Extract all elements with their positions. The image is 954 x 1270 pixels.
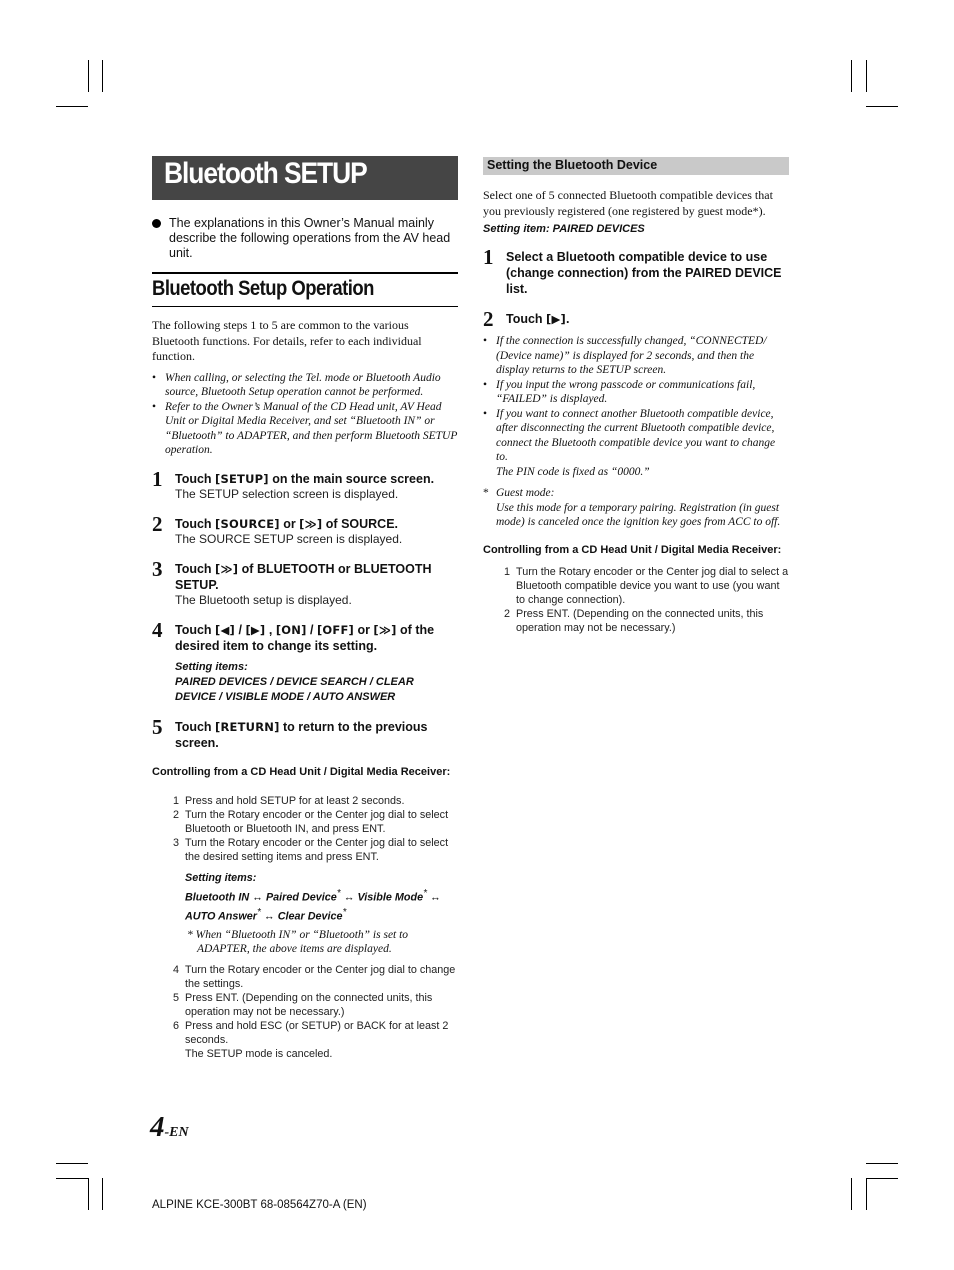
note-bullet: • (152, 400, 157, 413)
setting-items-label: Setting items: (175, 660, 248, 673)
right-step-2 (483, 307, 789, 331)
guest-text: Use this mode for a temporary pairing. Registration (in guest mode) is canceled once the ignition key goes from ACC to off. (496, 501, 781, 528)
note-text: If the connection is successfully changed, “CONNECTED/ (Device name)” is displayed for 2 seconds, and then the display returns to the SETUP screen. (496, 335, 767, 376)
sub-setting-line: AUTO Answer* ↔ Clear Device* (185, 907, 347, 923)
ctrl-list-item: 6 Press and hold ESC (or SETUP) or BACK for at least 2 seconds. (173, 1019, 449, 1046)
section-title: Bluetooth Setup Operation (152, 277, 374, 300)
sub-setting-note: * When “Bluetooth IN” or “Bluetooth” is set to ADAPTER, the above items are displayed. (187, 928, 409, 956)
ctrl-heading: Controlling from a CD Head Unit / Digital Media Receiver: (483, 543, 782, 556)
crop-mark (56, 106, 88, 107)
step-desc: The SOURCE SETUP screen is displayed. (175, 531, 403, 546)
right-column (483, 188, 789, 635)
note-item (483, 334, 789, 378)
setting-items-line: PAIRED DEVICES / DEVICE SEARCH / CLEAR (175, 675, 414, 688)
right-section-heading (483, 157, 789, 175)
guest-star: * (483, 487, 489, 499)
on-key: [ON] (275, 622, 307, 637)
step-number: 4 (152, 617, 163, 642)
doc-id: ALPINE KCE-300BT 68-08564Z70-A (EN) (152, 1199, 367, 1211)
step-heading: Touch [SETUP] on the main source screen. (175, 471, 435, 486)
right-section-title: Setting the Bluetooth Device (487, 158, 658, 172)
pin-note: The PIN code is fixed as “0000.” (496, 465, 650, 478)
crop-mark (88, 60, 89, 92)
intro-paragraph: The following steps 1 to 5 are common to the various Bluetooth functions. For details, refer to each individual function. (152, 318, 422, 363)
step-3 (152, 556, 458, 608)
page-title: Bluetooth SETUP (164, 157, 367, 190)
step-heading: Touch [▶]. (506, 312, 570, 326)
note-item (483, 378, 789, 407)
step-desc: The SETUP selection screen is displayed. (175, 486, 399, 501)
step-4 (152, 617, 458, 705)
note-text: If you input the wrong passcode or communications fail, “FAILED” is displayed. (496, 378, 756, 405)
ctrl-list-item: 2 Press ENT. (Depending on the connected units, this operation may not be necessary.) (504, 607, 764, 634)
sub-setting-line: Bluetooth IN ↔ Paired Device* ↔ Visible Mode* ↔ (185, 887, 441, 904)
right-step-1 (483, 245, 789, 297)
note-item (152, 400, 458, 458)
note-bullet: • (483, 335, 488, 347)
ctrl-heading: Controlling from a CD Head Unit / Digital Media Receiver: (152, 765, 451, 778)
step-5 (152, 714, 458, 751)
crop-mark (56, 1163, 88, 1164)
crop-mark (866, 106, 898, 107)
crop-mark (102, 1178, 103, 1210)
step-number: 1 (152, 466, 163, 491)
ctrl-list-item: 1 Turn the Rotary encoder or the Center jog dial to select a Bluetooth compatible device you want to use (you want to change connection). (504, 565, 789, 606)
crop-mark (102, 60, 103, 92)
note-item (152, 371, 458, 400)
guest-title: Guest mode: (496, 487, 555, 499)
forward-key: [≫] (299, 516, 323, 531)
step-heading: Touch [SOURCE] or [≫] of SOURCE. (175, 516, 399, 531)
bullet-dot-icon (152, 219, 161, 228)
note-bullet: • (483, 378, 488, 391)
intro-bullet-text: The explanations in this Owner’s Manual mainly describe the following operations from the AV head unit. (169, 216, 451, 260)
right-arrow-key: [▶] (245, 622, 266, 637)
step-number: 3 (152, 556, 163, 581)
sub-setting-label: Setting items: (185, 871, 257, 884)
crop-mark (866, 60, 867, 92)
note-bullet: • (152, 371, 157, 384)
off-key: [OFF] (316, 622, 354, 637)
crop-mark (88, 1178, 89, 1210)
step-2 (152, 511, 458, 547)
ctrl-list-item: 3 Turn the Rotary encoder or the Center jog dial to select the desired setting items and press ENT. (173, 836, 449, 863)
crop-mark (866, 1178, 867, 1210)
crop-mark (851, 1178, 852, 1210)
step-heading: Select a Bluetooth compatible device to use (change connection) from the PAIRED DEVICE list. (506, 250, 782, 296)
section-heading (152, 272, 458, 307)
ctrl-list-item: 2 Turn the Rotary encoder or the Center jog dial to select Bluetooth or Bluetooth IN, and press ENT. (173, 808, 449, 835)
source-key: [SOURCE] (215, 516, 280, 531)
page-number: 4-EN (150, 1111, 189, 1143)
guest-note (483, 486, 789, 530)
step-desc: The Bluetooth setup is displayed. (175, 592, 352, 607)
ctrl-list-item: 1 Press and hold SETUP for at least 2 seconds. (173, 794, 405, 807)
step-heading: Touch [◀] / [▶] , [ON] / [OFF] or [≫] of the desired item to change its setting. (175, 622, 435, 653)
right-arrow-key: [▶] (546, 312, 567, 326)
ctrl-list-item: 5 Press ENT. (Depending on the connected units, this operation may not be necessary.) (173, 991, 433, 1018)
crop-mark (56, 1178, 88, 1179)
forward-key: [≫] (215, 561, 239, 576)
note-text: If you want to connect another Bluetooth compatible device, after disconnecting the current Bluetooth compatible device, connect the Bluetooth compatible device you want to change to. (496, 407, 776, 463)
note-bullet: • (483, 407, 488, 420)
left-arrow-key: [◀] (215, 622, 236, 637)
note-text: Refer to the Owner’s Manual of the CD Head unit, AV Head Unit or Digital Media Receiver, and set “Bluetooth IN” or “Bluetooth” to ADAPTER, and then perform Bluetooth SETUP operation. (165, 400, 458, 456)
right-paragraph: Select one of 5 connected Bluetooth compatible devices that you previously registered (one registered by guest mode*). (483, 188, 773, 218)
crop-mark (866, 1163, 898, 1164)
step-number: 1 (483, 245, 494, 269)
step-number: 2 (483, 307, 494, 331)
left-column (152, 318, 458, 1061)
page-title-bar (152, 156, 458, 200)
setup-key: [SETUP] (215, 471, 269, 486)
ctrl-list-item: 4 Turn the Rotary encoder or the Center jog dial to change the settings. (173, 963, 456, 990)
return-key: [RETURN] (215, 719, 280, 734)
forward-key: [≫] (373, 622, 397, 637)
setting-item-label: Setting item: PAIRED DEVICES (483, 223, 645, 235)
ctrl-tail: The SETUP mode is canceled. (185, 1047, 333, 1060)
step-heading: Touch [≫] of BLUETOOTH or BLUETOOTH SETUP. (175, 561, 432, 592)
crop-mark (866, 1178, 898, 1179)
note-item (483, 407, 789, 480)
step-number: 5 (152, 714, 163, 739)
setting-items-line: DEVICE / VISIBLE MODE / AUTO ANSWER (175, 690, 396, 703)
step-number: 2 (152, 511, 163, 536)
intro-bullet (152, 216, 458, 261)
step-heading: Touch [RETURN] to return to the previous screen. (175, 719, 428, 750)
step-1 (152, 466, 458, 502)
note-text: When calling, or selecting the Tel. mode or Bluetooth Audio source, Bluetooth Setup operation cannot be performed. (165, 371, 441, 398)
crop-mark (851, 60, 852, 92)
